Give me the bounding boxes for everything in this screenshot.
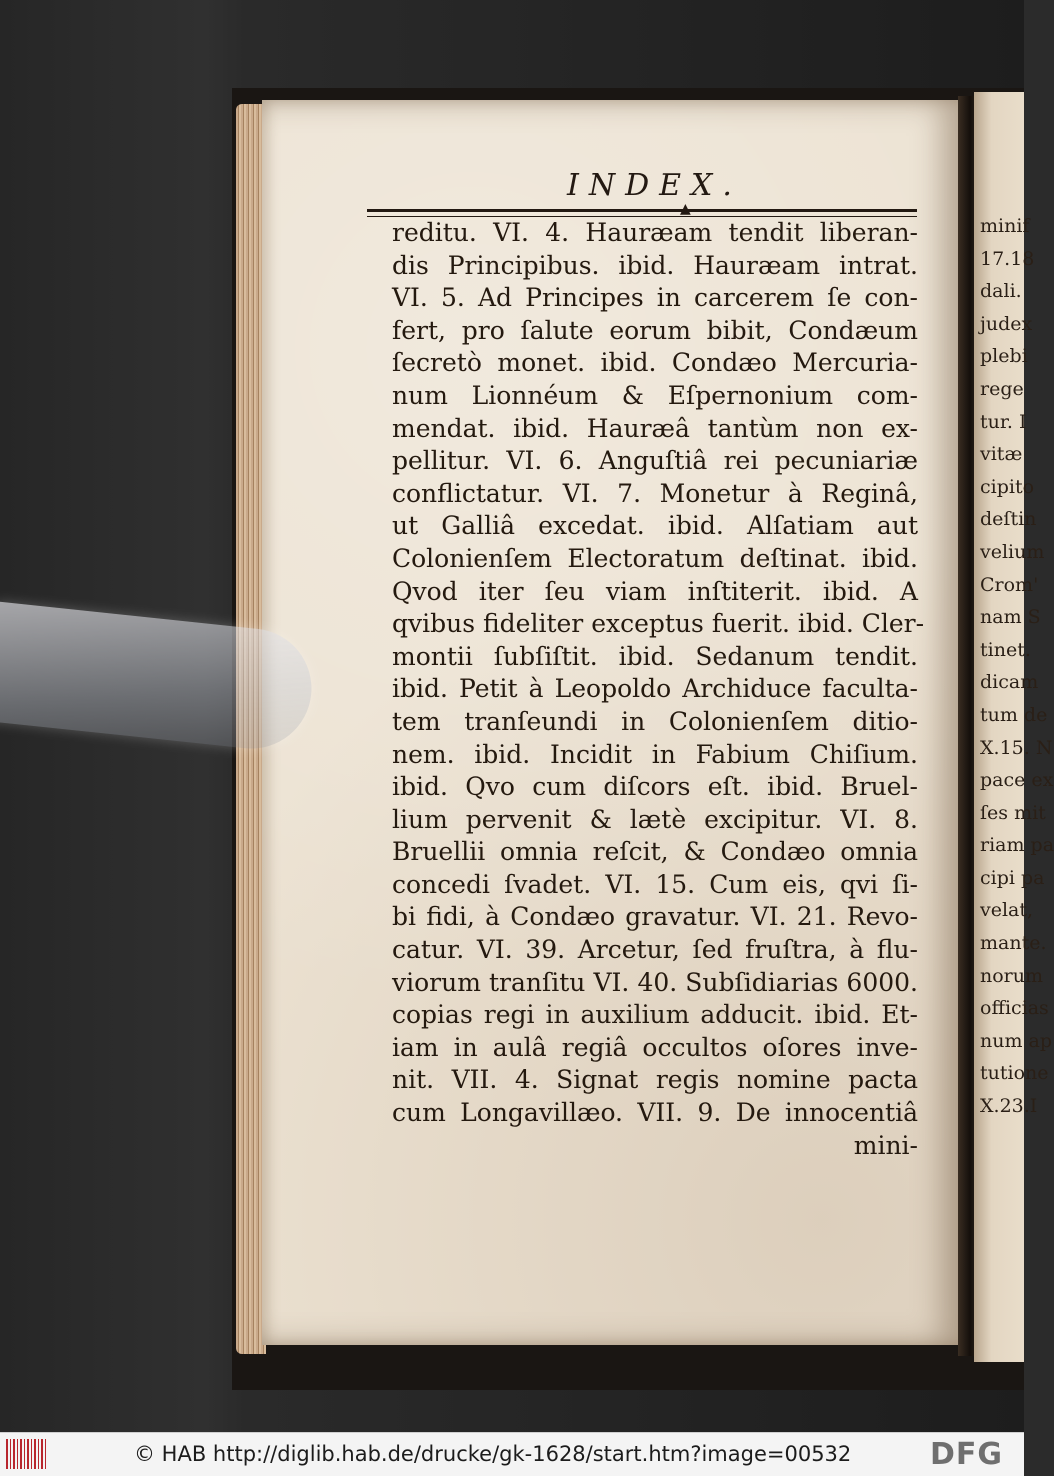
facing-fragment: Crom' [980,573,1039,596]
facing-fragment: cipi pa [980,866,1045,889]
facing-fragment: plebi [980,345,1028,368]
catchword: mini- [853,1130,918,1160]
facing-fragment: judex [980,312,1033,335]
text-line: Bruellii omnia reſcit, & Condæo omnia [392,837,918,867]
footer-bar [0,1432,1024,1476]
facing-fragment: X.23.I [980,1095,1038,1118]
facing-fragment: ſes mit [980,801,1046,824]
dfg-logo: DFG [930,1437,1004,1472]
text-line: reditu. VI. 4. Hauræam tendit liberan- [392,218,918,247]
text-line: catur. VI. 39. Arcetur, ſed fruſtra, à flu- [392,935,918,965]
facing-fragment: tur. I [980,410,1027,433]
text-line: ibid. Petit à Leopoldo Archiduce faculta- [392,674,918,704]
rule-ornament-icon: ▲ [680,201,691,217]
facing-fragment: num ap [980,1029,1053,1052]
text-line: tem tranſeundi in Colonienſem ditio- [392,706,918,736]
facing-fragment: rege [980,377,1024,400]
text-line: mendat. ibid. Hauræâ tantùm non ex- [392,413,918,443]
text-line: ſecretò monet. ibid. Condæo Mercuria- [392,348,918,378]
text-line: Colonienſem Electoratum deſtinat. ibid. [392,543,918,573]
text-line: viorum tranſitu VI. 40. Subſidiarias 6000. [392,967,918,997]
text-line: cum Longavillæo. VII. 9. De innocentiâ [392,1098,918,1128]
facing-fragment: 17.18 [980,247,1035,270]
text-line: dis Principibus. ibid. Hauræam intrat. [392,250,918,280]
facing-page-fragments [974,210,1054,1123]
facing-fragment: minif [980,215,1030,237]
hab-barcode-logo-icon [6,1439,48,1469]
facing-fragment: X.15. N [980,736,1053,759]
facing-fragment: officias [980,997,1049,1020]
facing-fragment: dali. [980,280,1022,303]
facing-page [974,92,1054,1362]
text-line: VI. 5. Ad Principes in carcerem ſe con- [392,283,918,313]
facing-fragment: tinet. [980,638,1031,661]
text-line: ut Galliâ excedat. ibid. Alſatiam aut [392,511,918,541]
text-line: montii ſubſiſtit. ibid. Sedanum tendit. [392,641,918,671]
text-line: nit. VII. 4. Signat regis nomine pacta [392,1065,918,1095]
facing-fragment: norum [980,964,1044,987]
text-line: copias regi in auxilium adducit. ibid. Et- [392,1000,918,1030]
facing-fragment: velium [980,540,1045,563]
text-line: lium pervenit & lætè excipitur. VI. 8. [392,804,918,834]
text-line: pellitur. VI. 6. Anguſtiâ rei pecuniariæ [392,446,918,476]
facing-fragment: riam pa [980,834,1054,857]
text-line: bi fidi, à Condæo gravatur. VI. 21. Revo- [392,902,918,932]
text-line: Qvod iter ſeu viam inſtiterit. ibid. A [392,576,918,606]
facing-fragment: deſtin [980,508,1037,531]
facing-fragment: vitæ [980,443,1023,466]
index-text-block [392,217,925,1162]
facing-fragment: dicam [980,671,1039,694]
facing-fragment: tutione [980,1062,1049,1085]
text-line: iam in aulâ regiâ occultos oſores inve- [392,1032,918,1062]
text-line: ibid. Qvo cum diſcors eſt. ibid. Bruel- [392,772,918,802]
text-line: conflictatur. VI. 7. Monetur à Reginâ, [392,478,918,508]
text-line: fert, pro ſalute eorum bibit, Condæum [392,315,918,345]
text-line: nem. ibid. Incidit in Fabium Chiſium. [392,739,918,769]
header-rule [367,209,917,217]
facing-fragment: cipito [980,475,1035,498]
text-line: concedi ſvadet. VI. 15. Cum eis, qvi ſi- [392,869,918,899]
text-line: qvibus fideliter exceptus fuerit. ibid. Cler- [392,609,925,639]
facing-fragment: velat, [980,899,1034,922]
text-line: num Lionnéum & Eſpernonium com- [392,380,918,410]
facing-fragment: nam S [980,606,1041,629]
footer-credit-link[interactable]: © HAB http://diglib.hab.de/drucke/gk-1628/start.htm?image=00532 [134,1442,852,1466]
running-head: INDEX. [567,168,742,203]
facing-fragment: mante. [980,932,1047,955]
facing-fragment: tum de [980,703,1048,726]
facing-fragment: pace ex [980,769,1054,792]
